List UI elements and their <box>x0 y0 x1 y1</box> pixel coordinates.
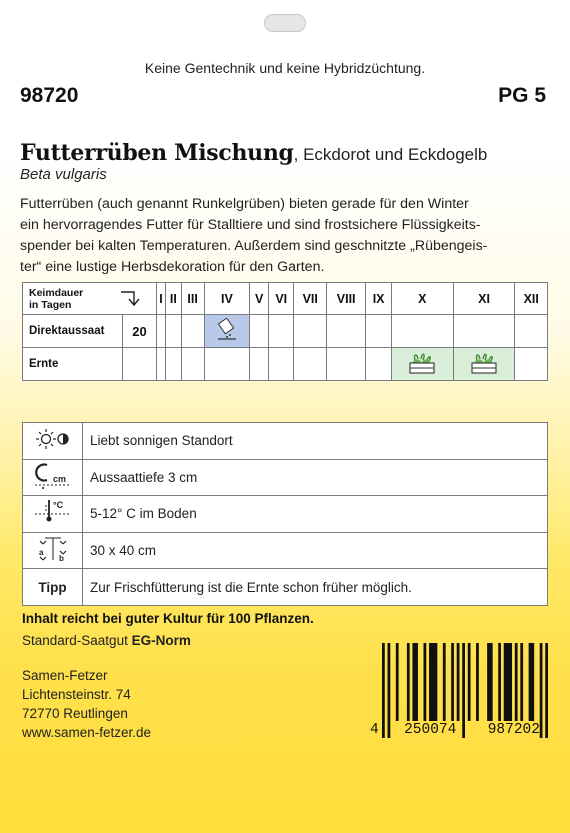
spacing-icon <box>33 534 73 564</box>
barcode-bar <box>504 643 512 721</box>
month-cell <box>250 315 269 348</box>
info-text: 30 x 40 cm <box>83 532 548 569</box>
germination-label: Keimdauer <box>29 286 84 299</box>
tip-label: Tipp <box>23 569 83 606</box>
svg-text:cm: cm <box>52 473 66 484</box>
product-title <box>20 140 487 166</box>
description-line: Futterrüben (auch genannt Runkelgrüben) bieten gerade für den Winter <box>20 196 469 212</box>
company-address <box>22 666 151 742</box>
month-cell-sowing <box>204 315 250 348</box>
barcode-bar <box>396 643 399 721</box>
month-cell <box>366 348 392 381</box>
barcode-bar <box>529 643 535 721</box>
barcode-bar <box>498 643 501 721</box>
sowing-depth-icon-cell <box>23 459 83 496</box>
barcode-bar <box>468 643 471 721</box>
barcode-bar <box>412 643 418 721</box>
calendar-row-direct-sowing <box>23 315 548 348</box>
content-note: Inhalt reicht bei guter Kultur für 100 Pflanzen. <box>22 611 314 626</box>
barcode-left-digits: 250074 <box>404 722 457 738</box>
barcode-bar <box>407 643 410 721</box>
barcode-bar <box>443 643 446 721</box>
month-header: IV <box>204 283 250 315</box>
month-cell <box>294 315 326 348</box>
germination-unit-label: in Tagen <box>29 298 72 311</box>
month-cell <box>366 315 392 348</box>
barcode-bar <box>476 643 479 721</box>
month-cell <box>250 348 269 381</box>
company-street: Lichtensteinstr. 74 <box>22 687 131 702</box>
month-header: II <box>165 283 181 315</box>
arrow-down-icon <box>120 289 146 307</box>
month-cell <box>157 348 166 381</box>
gmo-free-tagline: Keine Gentechnik und keine Hybridzüchtung. <box>144 60 426 76</box>
barcode-bar <box>457 643 460 721</box>
thermometer-icon <box>33 498 73 526</box>
seed-standard <box>22 633 191 648</box>
description-line: ter“ eine lustige Herbsdekoration für den Garten. <box>20 259 325 275</box>
month-cell <box>181 348 204 381</box>
harvest-crate-icon <box>407 350 437 376</box>
info-text: Aussaattiefe 3 cm <box>83 459 548 496</box>
info-text: Liebt sonnigen Standort <box>83 423 548 460</box>
info-row-sun <box>23 423 548 460</box>
sowing-calendar <box>22 282 548 381</box>
barcode-first-digit: 4 <box>370 722 379 738</box>
month-cell <box>204 348 250 381</box>
latin-name: Beta vulgaris <box>20 166 107 183</box>
info-text: Zur Frischfütterung ist die Ernte schon früher möglich. <box>83 569 548 606</box>
month-header: IX <box>366 283 392 315</box>
info-row-spacing <box>23 532 548 569</box>
info-row-temperature <box>23 496 548 533</box>
barcode-bar <box>429 643 437 721</box>
product-description <box>20 194 552 278</box>
month-cell <box>326 348 365 381</box>
month-cell <box>294 348 326 381</box>
month-cell-harvest <box>391 348 453 381</box>
germination-days <box>123 348 157 381</box>
row-label: Ernte <box>23 348 123 381</box>
month-cell <box>165 315 181 348</box>
sowing-depth-icon <box>33 462 73 490</box>
description-line: spender bei kalten Temperaturen. Außerdem sind geschnitzte „Rübengeis- <box>20 238 488 254</box>
sun-icon <box>35 428 71 450</box>
barcode-bar <box>424 643 427 721</box>
month-header: XII <box>515 283 548 315</box>
month-header: XI <box>453 283 515 315</box>
barcode-bar <box>520 643 523 721</box>
price-group: PG 5 <box>498 84 546 107</box>
month-header: VIII <box>326 283 365 315</box>
thermometer-icon-cell <box>23 496 83 533</box>
seed-standard-prefix: Standard-Saatgut <box>22 633 132 648</box>
month-cell-harvest <box>453 348 515 381</box>
info-row-tip <box>23 569 548 606</box>
info-row-depth <box>23 459 548 496</box>
germination-header <box>23 283 157 315</box>
month-header: III <box>181 283 204 315</box>
month-header: VI <box>268 283 294 315</box>
month-cell <box>268 348 294 381</box>
month-cell <box>515 348 548 381</box>
spacing-icon-cell <box>23 532 83 569</box>
hanger-hole <box>264 14 306 32</box>
month-cell <box>326 315 365 348</box>
svg-text:a: a <box>38 548 43 558</box>
germination-days: 20 <box>123 315 157 348</box>
row-label: Direktaussaat <box>23 315 123 348</box>
barcode-bar <box>451 643 454 721</box>
company-name: Samen-Fetzer <box>22 668 108 683</box>
company-website: www.samen-fetzer.de <box>22 725 152 740</box>
seed-packet-sowing-icon <box>216 318 238 342</box>
month-cell <box>181 315 204 348</box>
month-cell <box>515 315 548 348</box>
month-cell <box>268 315 294 348</box>
article-number: 98720 <box>20 84 79 107</box>
product-title-varieties: , Eckdorot und Eckdogelb <box>293 145 488 164</box>
growing-info-table <box>22 422 548 606</box>
month-cell <box>453 315 515 348</box>
barcode-bar <box>487 643 493 721</box>
barcode-number <box>370 722 556 738</box>
calendar-header-row <box>23 283 548 315</box>
month-cell <box>157 315 166 348</box>
sun-icon-cell <box>23 423 83 460</box>
company-city: 72770 Reutlingen <box>22 706 128 721</box>
svg-text:°C: °C <box>52 500 63 511</box>
month-header: X <box>391 283 453 315</box>
month-header: VII <box>294 283 326 315</box>
calendar-row-harvest <box>23 348 548 381</box>
description-line: ein hervorragendes Futter für Stalltiere und sind frostsichere Flüssigkeits- <box>20 217 481 233</box>
seed-standard-norm: EG-Norm <box>131 633 191 648</box>
barcode-right-digits: 987202 <box>487 722 540 738</box>
month-cell <box>165 348 181 381</box>
product-title-main: Futterrüben Mischung <box>20 140 294 166</box>
month-cell <box>391 315 453 348</box>
month-header: I <box>157 283 166 315</box>
harvest-crate-icon <box>469 350 499 376</box>
month-header: V <box>250 283 269 315</box>
svg-text:b: b <box>58 554 64 564</box>
barcode-bar <box>515 643 518 721</box>
info-text: 5-12° C im Boden <box>83 496 548 533</box>
